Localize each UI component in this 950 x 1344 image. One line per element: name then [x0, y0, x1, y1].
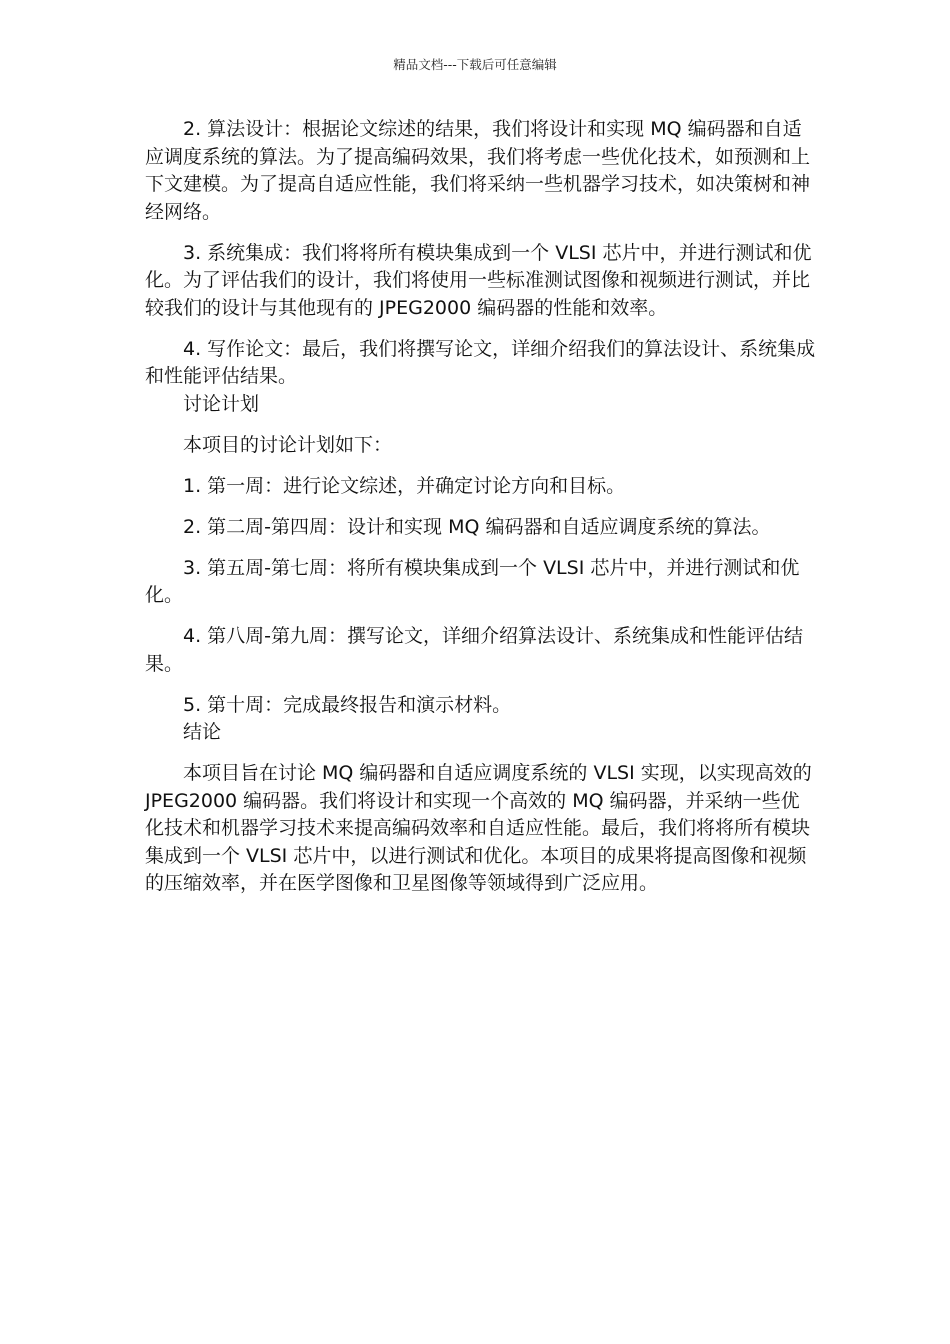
plan-item-week-8-9: 4. 第八周-第九周：撰写论文，详细介绍算法设计、系统集成和性能评估结果。	[145, 625, 804, 675]
section-heading-conclusion: 结论	[183, 721, 222, 743]
paragraph-algorithm-design: 2. 算法设计：根据论文综述的结果，我们将设计和实现 MQ 编码器和自适应调度系统的算法。为了提高编码效果，我们将考虑一些优化技术，如预测和上下文建模。为了提高自适应性能，我们将采纳一些机器学习技术，如决策树和神经网络。	[145, 118, 811, 223]
plan-item-week-5-7: 3. 第五周-第七周：将所有模块集成到一个 VLSI 芯片中，并进行测试和优化。	[145, 556, 800, 606]
plan-item-week-2-4: 2. 第二周-第四周：设计和实现 MQ 编码器和自适应调度系统的算法。	[183, 515, 771, 538]
paragraph-system-integration: 3. 系统集成：我们将将所有模块集成到一个 VLSI 芯片中，并进行测试和优化。为了评估我们的设计，我们将使用一些标准测试图像和视频进行测试，并比较我们的设计与其他现有的 JPEG2000 编码器的性能和效率。	[145, 241, 812, 319]
paragraph-conclusion: 本项目旨在讨论 MQ 编码器和自适应调度系统的 VLSI 实现，以实现高效的 JPEG2000 编码器。我们将设计和实现一个高效的 MQ 编码器，并采纳一些优化技术和机器学习技术来提高编码效率和自适应性能。最后，我们将将所有模块集成到一个 VLSI 芯片中，以进行测试和优化。本项目的成果将提高图像和视频的压缩效率，并在医学图像和卫星图像等领域得到广泛应用。	[145, 762, 812, 894]
plan-item-week-10: 5. 第十周：完成最终报告和演示材料。	[183, 693, 512, 716]
page-header: 精品文档---下载后可任意编辑	[393, 57, 557, 72]
document-body	[145, 116, 817, 898]
paragraph-writing-thesis: 4. 写作论文：最后，我们将撰写论文，详细介绍我们的算法设计、系统集成和性能评估结果。	[145, 337, 816, 387]
plan-item-week-1: 1. 第一周：进行论文综述，并确定讨论方向和目标。	[183, 474, 626, 497]
section-heading-discussion-plan: 讨论计划	[183, 392, 260, 415]
paragraph-plan-intro: 本项目的讨论计划如下：	[183, 433, 393, 456]
